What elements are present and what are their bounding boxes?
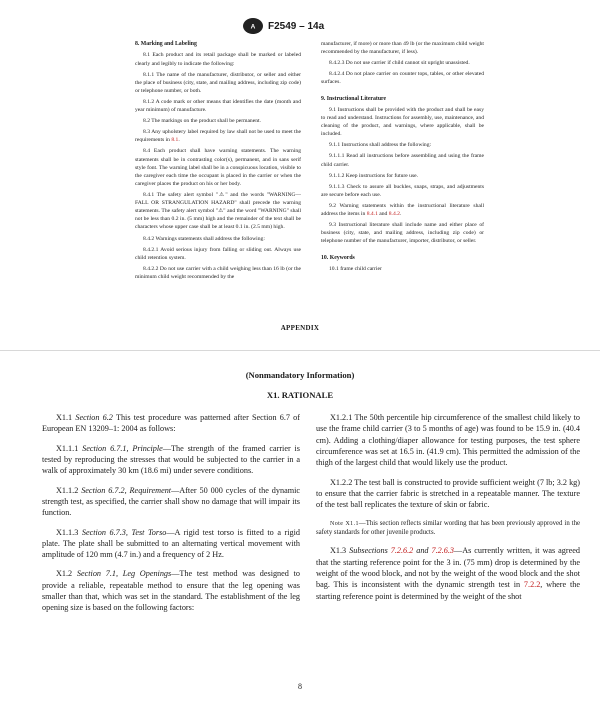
note-text: —This section reflects similar wording that has been previously approved in the safety standards for other juvenile products. (316, 519, 580, 536)
para-x1-1-3 (42, 527, 300, 561)
para-x1-1-3-section: Section 6.7.3, Test Torso (81, 527, 167, 537)
top-right-column (321, 40, 484, 276)
para-x1-1-1-num: X1.1.1 (56, 443, 83, 453)
astm-logo-icon (242, 17, 264, 35)
nonmandatory-heading: (Nonmandatory Information) (245, 370, 355, 380)
para-x1-1-2-text: —After 50 000 cycles of the dynamic strength test, as specified, the carrier shall show no damage that will impair its function. (42, 485, 300, 518)
para-x1-3 (316, 545, 580, 602)
para-9-2 (321, 202, 484, 218)
para-9-1-1-2: 9.1.1.2 Keep instructions for future use. (329, 172, 419, 179)
para-8-4-2-2: 8.4.2.2 Do not use carrier with a child weighing less than 16 lb (or the minimum child weight recommended by the (135, 265, 301, 281)
x1-rationale-heading: X1. RATIONALE (266, 390, 334, 400)
para-x1-1-3-num: X1.1.3 (56, 527, 82, 537)
para-x1-1-num: X1.1 (56, 413, 76, 422)
para-x1-2-text: —The test method was designed to provide a reliable, repeatable method to ensure that the leg opening was smaller than that, which was set in the standard. The establishment of the leg opening size is based on the following factors: (42, 569, 300, 613)
para-x1-3-end: , where the starting reference point is determined by the weight of the shot (316, 580, 580, 601)
para-x1-1-3-text: —A rigid test torso is fitted to a rigid plate. The plate shall be submitted to an alternating vertical movement with amplitude of 120 mm (4.7 in.) and a frequency of 2 Hz. (42, 527, 300, 560)
para-9-1-1-1: 9.1.1.1 Read all instructions before assembling and using the frame child carrier. (321, 153, 484, 168)
page-number: 8 (298, 682, 302, 691)
para-x1-3-text: —As currently written, it was agreed that the starting reference point for the 3 in. (75 mm) drop is determined by the weight of the wood block, and not by the weight of the wood block and the shot bag. This is inconsistent with the dynamic strength test in (316, 546, 580, 590)
ref-link-8-1[interactable]: 8.1 (171, 137, 179, 144)
para-x1-1-2-num: X1.1.2 (56, 485, 82, 495)
standard-designation: F2549 – 14a (268, 20, 325, 32)
para-x1-1-2 (42, 485, 300, 519)
para-x1-3-subsections: Subsections (349, 546, 391, 556)
para-x1-1-1-section: Section 6.7.1, Principle (82, 443, 163, 453)
para-x1-3-and: and (413, 546, 432, 556)
ref-link-7-2-6-3[interactable]: 7.2.6.3 (431, 546, 454, 556)
top-left-column (135, 40, 301, 284)
ref-link-8-4-2[interactable]: 8.4.2 (388, 211, 400, 218)
para-8-2: 8.2 The markings on the product shall be permanent. (143, 118, 261, 125)
para-8-3-end: . (178, 137, 180, 144)
para-10-1: 10.1 frame child carrier (329, 265, 382, 272)
ref-link-7-2-6-2[interactable]: 7.2.6.2 (390, 546, 414, 556)
para-x1-1-text: This test procedure was patterned after Section 6.7 of European EN 13209–1: 2004 as follows: (42, 413, 301, 434)
para-8-4-1: 8.4.1 The safety alert symbol "⚠" and the words "WARNING—FALL OR STRANGULATION HAZARD" shall precede the warning statements. The safety alert symbol "⚠" and the word "WARNING" shall not be less than 0.2 in. (5 mm) high and the remainder of the text shall be characters whose upper case shall be at least 0.1 in. (2.5 mm) high. (135, 192, 301, 231)
bottom-right-column (316, 412, 580, 610)
note-x1-1 (316, 519, 580, 538)
para-8-4-2-3: 8.4.2.3 Do not use carrier if child cannot sit upright unassisted. (329, 60, 470, 67)
para-x1-2 (42, 568, 300, 613)
para-9-2-text: 9.2 Warning statements within the instructional literature shall address the items in (321, 203, 484, 218)
para-9-1: 9.1 Instructions shall be provided with the product and shall be easy to read and understand. Instructions for assembly, use, maintenance, and cleaning of the product, and warnings, where applicable, shall be included. (321, 106, 484, 138)
para-x1-2-2: X1.2.2 The test ball is constructed to provide sufficient weight (7 lb; 3.2 kg) to ensure that the carrier fabric is stretched in a repeatable manner. The texture of the test ball replicates the texture of skin or fabric. (316, 477, 580, 510)
para-8-1-1: 8.1.1 The name of the manufacturer, distributor, or seller and either the place of business (city, state, and mailing address, including zip code) or telephone number, or both. (135, 71, 301, 94)
para-8-4-2-1: 8.4.2.1 Avoid serious injury from falling or sliding out. Always use child retention system. (135, 246, 301, 261)
para-x1-3-num: X1.3 (330, 546, 350, 556)
section-8-heading: 8. Marking and Labeling (135, 41, 197, 47)
para-x1-2-section: Section 7.1, Leg Openings (76, 569, 172, 579)
bottom-left-column (42, 412, 300, 622)
para-x1-2-1: X1.2.1 The 50th percentile hip circumference of the smallest child likely to use the frame child carrier (3 to 5 months of age) was found to be 15.9 in. (40.4 cm). Adding a clothing/diaper allowance for testing purposes, the test sphere circumference was set at 16.5 in. (41.9 cm). This permitted the admission of the thigh of the largest child that would likely use the product. (316, 413, 580, 468)
para-8-4: 8.4 Each product shall have warning statements. The warning statements shall be in contrasting color(s), permanent, and in sans serif style font. The warning label shall be in a conspicuous location, visible to the caregiver each time the occupant is placed in the carrier or when the caregiver places the product on his or her body. (135, 148, 301, 187)
appendix-heading: APPENDIX (280, 324, 320, 332)
para-x1-2-num: X1.2 (56, 569, 77, 579)
para-x1-1 (42, 412, 300, 435)
ref-link-7-2-2[interactable]: 7.2.2 (523, 580, 541, 590)
para-8-1-2: 8.1.2 A code mark or other means that identifies the date (month and year minimum) of manufacture. (135, 98, 301, 114)
para-x1-1-1 (42, 443, 300, 477)
para-x1-1-section: Section 6.2 (75, 413, 113, 422)
para-8-4-2-4: 8.4.2.4 Do not place carrier on counter tops, tables, or other elevated surfaces. (321, 71, 484, 86)
section-10-heading: 10. Keywords (321, 254, 355, 261)
para-9-1-1-3: 9.1.1.3 Check to assure all buckles, snaps, straps, and adjustments are secure before each use. (321, 183, 484, 198)
para-8-4-2-2-cont: manufacturer, if more) or more than 49 lb (or the maximum child weight recommended by the manufacturer, if less). (321, 41, 484, 56)
svg-text:A: A (250, 23, 256, 31)
para-9-3: 9.3 Instructional literature shall include name and either place of business (city, state, and mailing address, including zip code) or telephone number of the manufacturer, importer, distributor, or seller. (321, 222, 484, 245)
page-header (242, 16, 402, 36)
page-divider (0, 350, 600, 351)
para-x1-1-1-text: —The strength of the framed carrier is tested by reproducing the stresses that would be subjected to the carrier in a walk of approximately 30 km (18.6 mi) under severe conditions. (42, 443, 300, 476)
para-8-3-text: 8.3 Any upholstery label required by law shall not be used to meet the requirements in (135, 129, 301, 144)
para-8-4-2: 8.4.2 Warnings statements shall address the following: (143, 235, 265, 242)
para-9-2-and: and (377, 211, 389, 218)
para-9-1-1: 9.1.1 Instructions shall address the following: (329, 142, 432, 149)
para-8-3 (135, 128, 301, 144)
para-x1-1-2-section: Section 6.7.2, Requirement (81, 485, 172, 495)
para-8-1: 8.1 Each product and its retail package shall be marked or labeled clearly and legibly to indicate the following: (135, 52, 301, 67)
note-label: Note X1.1 (330, 520, 359, 527)
section-9-heading: 9. Instructional Literature (321, 95, 387, 102)
para-9-2-end: . (399, 211, 402, 218)
ref-link-8-4-1[interactable]: 8.4.1 (366, 211, 378, 218)
